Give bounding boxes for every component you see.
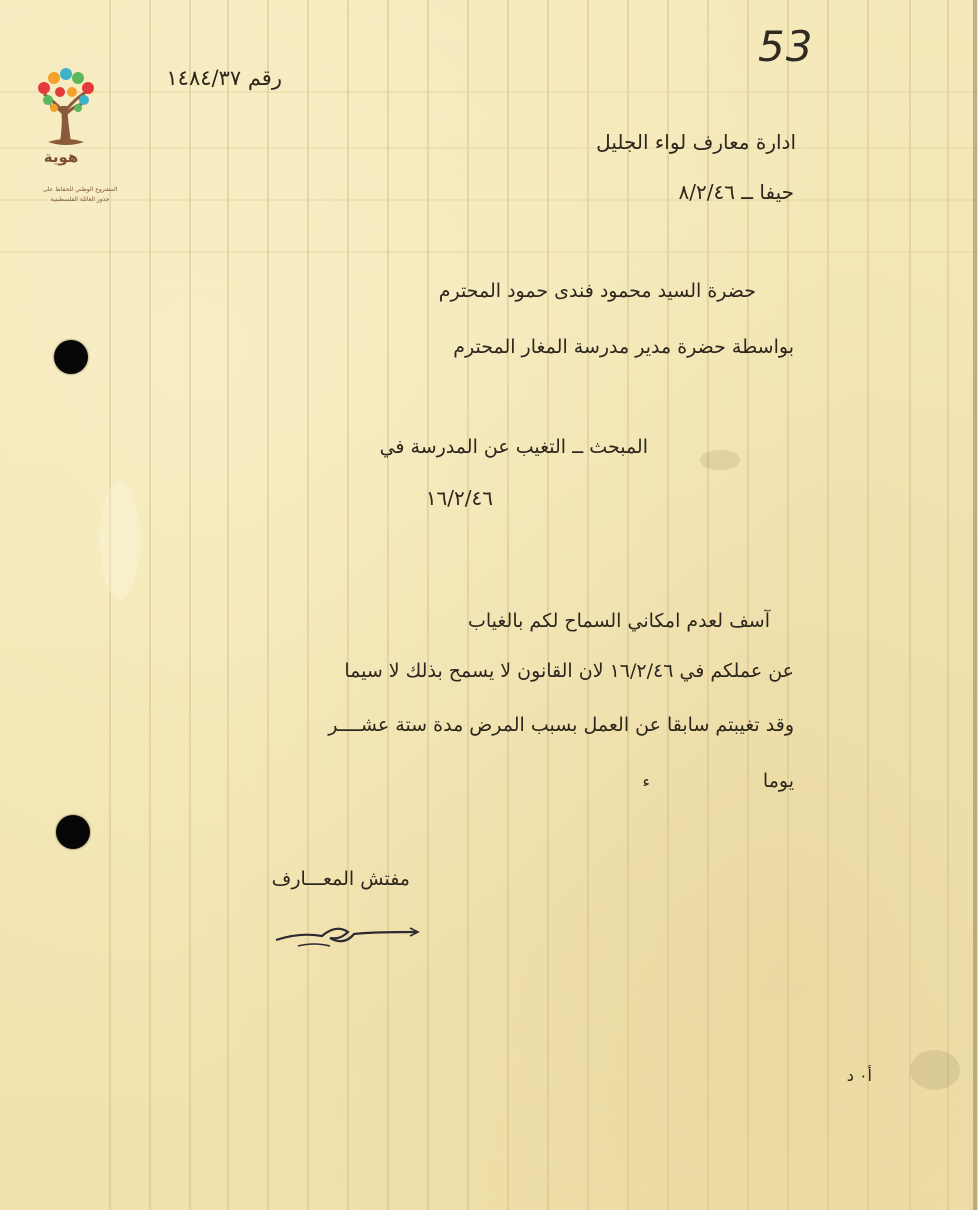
body-line: وقد تغيبتم سابقا عن العمل بسبب المرض مدة ستة عشــــر	[328, 714, 794, 736]
body-line: عن عملكم في ١٦/٢/٤٦ لان القانون لا يسمح بذلك لا سيما	[344, 660, 794, 682]
reference-number: رقم ١٤٨٤/٣٧	[166, 66, 282, 90]
logo-title: هوية	[43, 148, 79, 166]
punch-hole-top	[54, 340, 88, 374]
logo-subtitle: المشروع الوطني للحفاظ على	[42, 186, 118, 193]
paper-stain	[910, 1050, 960, 1090]
signature-scribble	[270, 910, 430, 960]
via-line: بواسطة حضرة مدير مدرسة المغار المحترم	[453, 336, 794, 358]
place-and-date: حيفا ــ ٨/٢/٤٦	[678, 180, 794, 204]
logo-subtitle: جذور العائلة الفلسطينية	[50, 196, 110, 203]
punch-hole-bottom	[56, 815, 90, 849]
body-line: آسف لعدم امكاني السماح لكم بالغياب	[467, 610, 770, 632]
page-number: 53	[758, 22, 814, 71]
tree-logo-icon	[30, 50, 130, 220]
body-line: يوما	[762, 770, 794, 792]
subject-line: المبحث ــ التغيب عن المدرسة في	[379, 436, 648, 458]
body-mark: ء	[642, 772, 650, 791]
signatory-title: مفتش المعـــارف	[271, 868, 410, 890]
initials: أ٠ د	[846, 1066, 872, 1085]
issuing-office: ادارة معارف لواء الجليل	[596, 130, 796, 154]
addressee: حضرة السيد محمود فندى حمود المحترم	[438, 280, 756, 302]
paper-stain	[700, 450, 740, 470]
paper-stain	[100, 480, 140, 600]
subject-date: ١٦/٢/٤٦	[425, 486, 493, 510]
